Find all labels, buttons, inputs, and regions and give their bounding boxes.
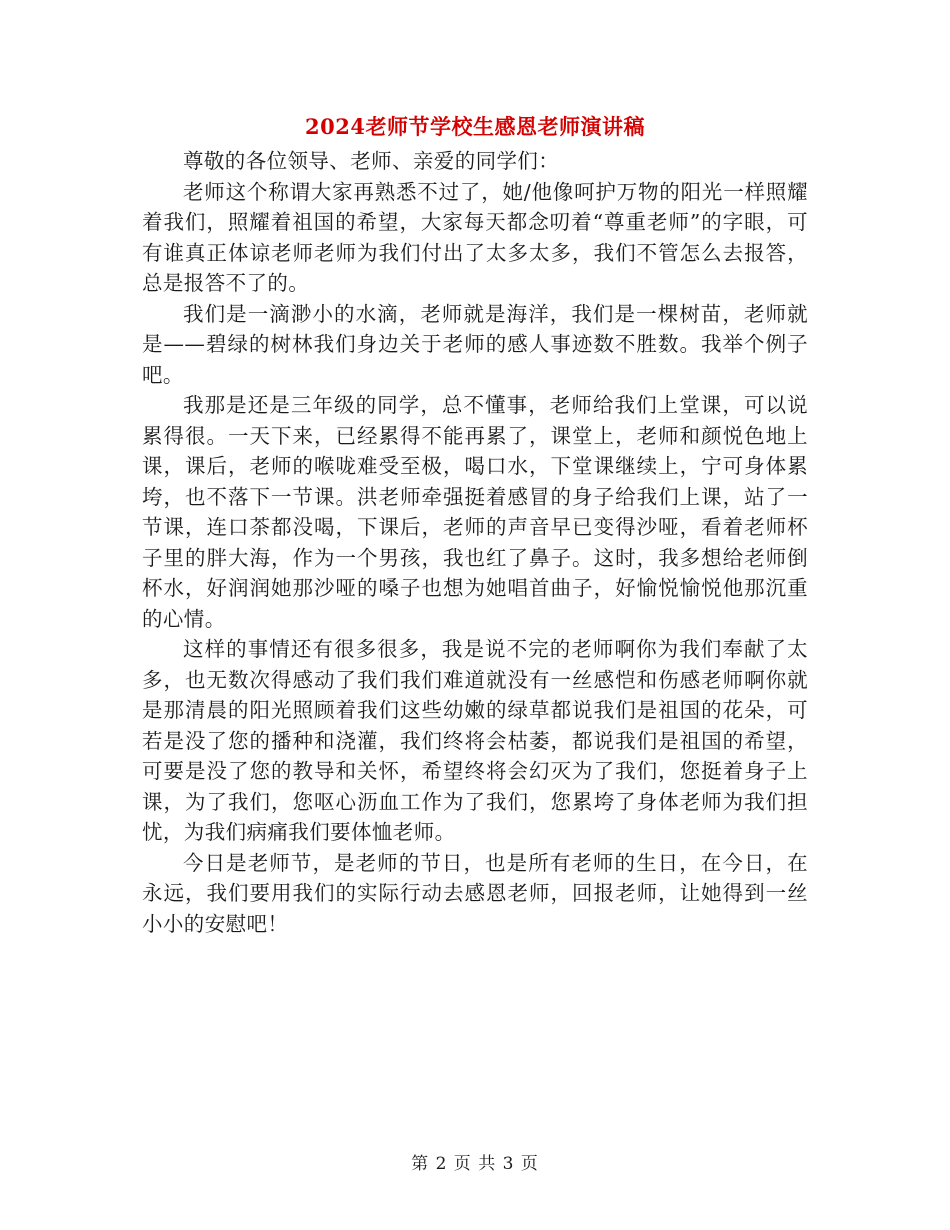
document-body [142, 146, 808, 939]
greeting-line: 尊敬的各位领导、老师、亲爱的同学们： [183, 149, 560, 173]
paragraph-4: 这样的事情还有很多很多，我是说不完的老师啊你为我们奉献了太多，也无数次得感动了我们我们难道就没有一丝感恺和伤感老师啊你就是那清晨的阳光照顾着我们这些幼嫩的绿草都说我们是祖国的花朵，可若是没了您的播种和浇灌，我们终将会枯萎，都说我们是祖国的希望，可要是没了您的教导和关怀，希望终将会幻灭为了我们，您挺着身子上课，为了我们，您呕心沥血工作为了我们，您累垮了身体老师为我们担忧，为我们病痛我们要体恤老师。 [142, 637, 808, 844]
document-title: 2024老师节学校生感恩老师演讲稿 [305, 114, 645, 139]
paragraph-5: 今日是老师节，是老师的节日，也是所有老师的生日，在今日，在永远，我们要用我们的实际行动去感恩老师，回报老师，让她得到一丝小小的安慰吧！ [142, 850, 808, 936]
page-number-footer: 第 2 页 共 3 页 [411, 1154, 539, 1174]
paragraph-3: 我那是还是三年级的同学，总不懂事，老师给我们上堂课，可以说累得很。一天下来，已经累得不能再累了，课堂上，老师和颜悦色地上课，课后，老师的喉咙难受至极，喝口水，下堂课继续上，宁可身体累垮，也不落下一节课。洪老师牵强挺着感冒的身子给我们上课，站了一节课，连口茶都没喝，下课后，老师的声音早已变得沙哑，看着老师杯子里的胖大海，作为一个男孩，我也红了鼻子。这时，我多想给老师倒杯水，好润润她那沙哑的嗓子也想为她唱首曲子，好愉悦愉悦他那沉重的心情。 [142, 393, 808, 631]
paragraph-2: 我们是一滴渺小的水滴，老师就是海洋，我们是一棵树苗，老师就是——碧绿的树林我们身边关于老师的感人事迹数不胜数。我举个例子吧。 [142, 301, 808, 387]
paragraph-1: 老师这个称谓大家再熟悉不过了，她/他像呵护万物的阳光一样照耀着我们，照耀着祖国的希望，大家每天都念叨着“尊重老师”的字眼，可有谁真正体谅老师老师为我们付出了太多太多，我们不管怎么去报答，总是报答不了的。 [142, 179, 808, 295]
